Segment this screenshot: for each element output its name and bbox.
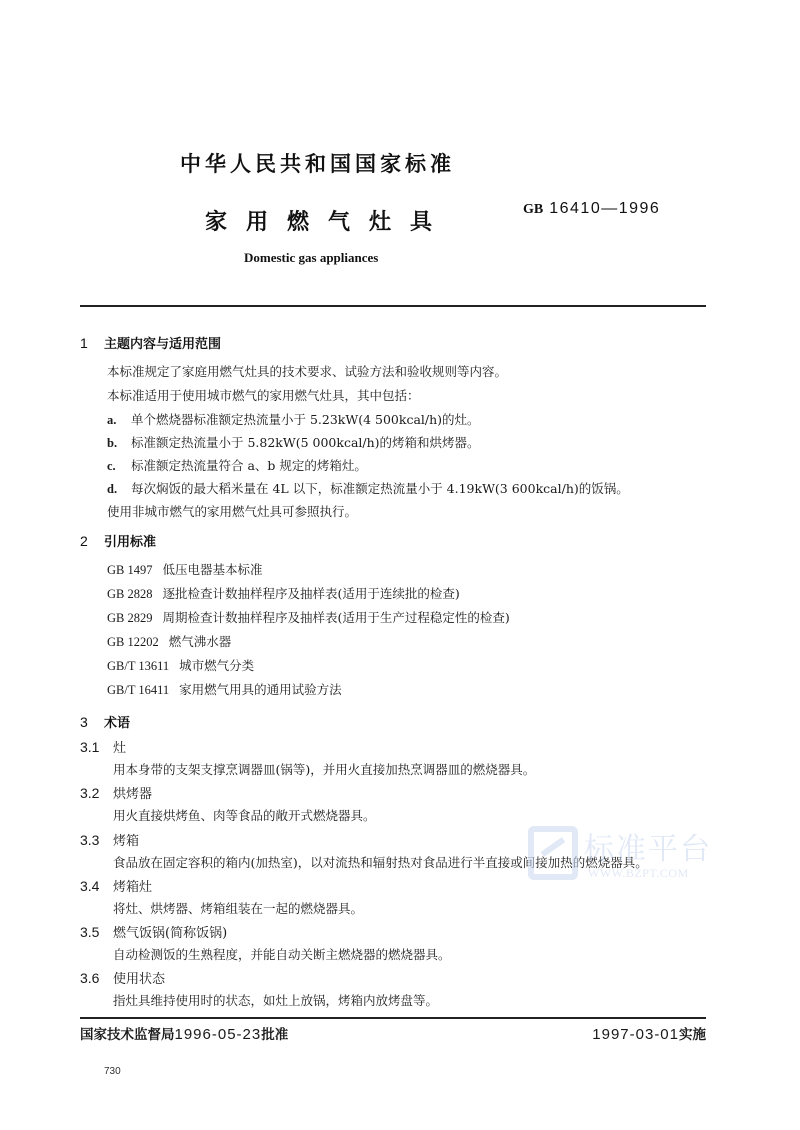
reference-item xyxy=(107,584,460,602)
standard-code-number: 16410—1996 xyxy=(549,200,661,217)
term-definition: 指灶具维持使用时的状态，如灶上放锅，烤箱内放烤盘等。 xyxy=(113,993,439,1008)
term-name: 燃气饭锅(简称饭锅) xyxy=(113,926,228,941)
standard-code xyxy=(523,198,660,218)
effective-date: 1997-03-01 xyxy=(592,1026,679,1043)
reference-code: GB/T 16411 xyxy=(107,683,170,697)
term-definition: 食品放在固定容积的箱内(加热室)，以对流热和辐射热对食品进行半直接或间接加热的燃烧器具。 xyxy=(113,855,648,870)
reference-code: GB 12202 xyxy=(107,635,159,649)
term-heading xyxy=(80,876,152,895)
term-number: 3.4 xyxy=(80,878,100,894)
national-standard-heading: 中华人民共和国国家标准 xyxy=(180,152,455,176)
paragraph: 使用非城市燃气的家用燃气灶具可参照执行。 xyxy=(107,504,358,519)
reference-code: GB 1497 xyxy=(107,563,153,577)
reference-item xyxy=(107,608,510,626)
header-divider xyxy=(80,305,706,307)
reference-item xyxy=(107,656,254,674)
term-definition: 将灶、烘烤器、烤箱组装在一起的燃烧器具。 xyxy=(113,901,364,916)
item-text: 每次焖饭的最大稻米量在 4L 以下，标准额定热流量小于 4.19kW(3 600kcal/h)的饭锅。 xyxy=(131,481,629,496)
reference-code: GB 2829 xyxy=(107,611,153,625)
approval-label: 批准 xyxy=(261,1027,289,1043)
section-1-heading xyxy=(80,333,221,352)
term-name: 烤箱灶 xyxy=(113,880,153,895)
item-text: 标准额定热流量小于 5.82kW(5 000kcal/h)的烤箱和烘烤器。 xyxy=(131,435,480,450)
term-number: 3.3 xyxy=(80,832,100,848)
reference-title: 家用燃气用具的通用试验方法 xyxy=(179,682,342,697)
reference-code: GB/T 13611 xyxy=(107,659,170,673)
term-definition: 用本身带的支架支撑烹调器皿(锅等)，并用火直接加热烹调器皿的燃烧器具。 xyxy=(113,762,536,777)
approval-info xyxy=(80,1023,288,1043)
term-heading xyxy=(80,830,139,849)
paragraph: 本标准适用于使用城市燃气的家用燃气灶具，其中包括： xyxy=(107,388,420,403)
term-number: 3.2 xyxy=(80,785,100,801)
effective-label: 实施 xyxy=(679,1027,706,1043)
watermark-url: WWW.BZPT.COM xyxy=(588,866,689,880)
reference-item xyxy=(107,680,342,698)
approval-date: 1996-05-23 xyxy=(174,1026,262,1043)
watermark-text: 标准平台 xyxy=(584,832,712,867)
term-name: 烘烤器 xyxy=(113,787,153,802)
reference-title: 逐批检查计数抽样程序及抽样表(适用于连续批的检查) xyxy=(162,586,460,601)
term-definition: 自动检测饭的生熟程度，并能自动关断主燃烧器的燃烧器具。 xyxy=(113,947,451,962)
reference-title: 城市燃气分类 xyxy=(179,658,255,673)
section-2-heading xyxy=(80,531,156,550)
reference-item xyxy=(107,560,263,578)
reference-item xyxy=(107,632,231,650)
item-letter: b. xyxy=(107,436,118,450)
reference-title: 周期检查计数抽样程序及抽样表(适用于生产过程稳定性的检查) xyxy=(162,610,510,625)
term-name: 灶 xyxy=(113,741,127,756)
term-number: 3.1 xyxy=(80,739,100,755)
list-item xyxy=(107,410,480,428)
section-title: 主题内容与适用范围 xyxy=(104,337,222,352)
standard-code-prefix: GB xyxy=(523,202,544,217)
item-letter: d. xyxy=(107,482,118,496)
list-item xyxy=(107,479,629,497)
item-text: 单个燃烧器标准额定热流量小于 5.23kW(4 500kcal/h)的灶。 xyxy=(131,412,480,427)
footer-divider xyxy=(80,1017,706,1019)
effective-info xyxy=(592,1023,706,1043)
section-number: 2 xyxy=(80,533,88,549)
watermark-logo-icon xyxy=(528,826,578,880)
section-number: 1 xyxy=(80,335,88,351)
term-definition: 用火直接烘烤鱼、肉等食品的敞开式燃烧器具。 xyxy=(113,808,376,823)
term-heading xyxy=(80,783,152,802)
term-heading xyxy=(80,737,126,756)
page-number: 730 xyxy=(104,1066,121,1077)
term-name: 使用状态 xyxy=(113,972,166,987)
term-number: 3.5 xyxy=(80,924,100,940)
item-letter: a. xyxy=(107,413,117,427)
list-item xyxy=(107,433,480,451)
section-number: 3 xyxy=(80,714,88,730)
paragraph: 本标准规定了家庭用燃气灶具的技术要求、试验方法和验收规则等内容。 xyxy=(107,364,508,379)
section-title: 引用标准 xyxy=(104,535,157,550)
approver: 国家技术监督局 xyxy=(80,1027,175,1043)
reference-code: GB 2828 xyxy=(107,587,153,601)
document-title-cn: 家用燃气灶具 xyxy=(205,210,452,235)
section-3-heading xyxy=(80,712,130,731)
section-title: 术语 xyxy=(104,716,131,731)
term-heading xyxy=(80,968,165,987)
item-letter: c. xyxy=(107,459,116,473)
watermark xyxy=(528,824,728,888)
item-text: 标准额定热流量符合 a、b 规定的烤箱灶。 xyxy=(131,458,367,473)
reference-title: 燃气沸水器 xyxy=(168,634,232,649)
document-title-en: Domestic gas appliances xyxy=(244,250,379,265)
reference-title: 低压电器基本标准 xyxy=(162,562,263,577)
list-item xyxy=(107,456,367,474)
term-number: 3.6 xyxy=(80,970,100,986)
term-heading xyxy=(80,922,227,941)
term-name: 烤箱 xyxy=(113,834,140,849)
